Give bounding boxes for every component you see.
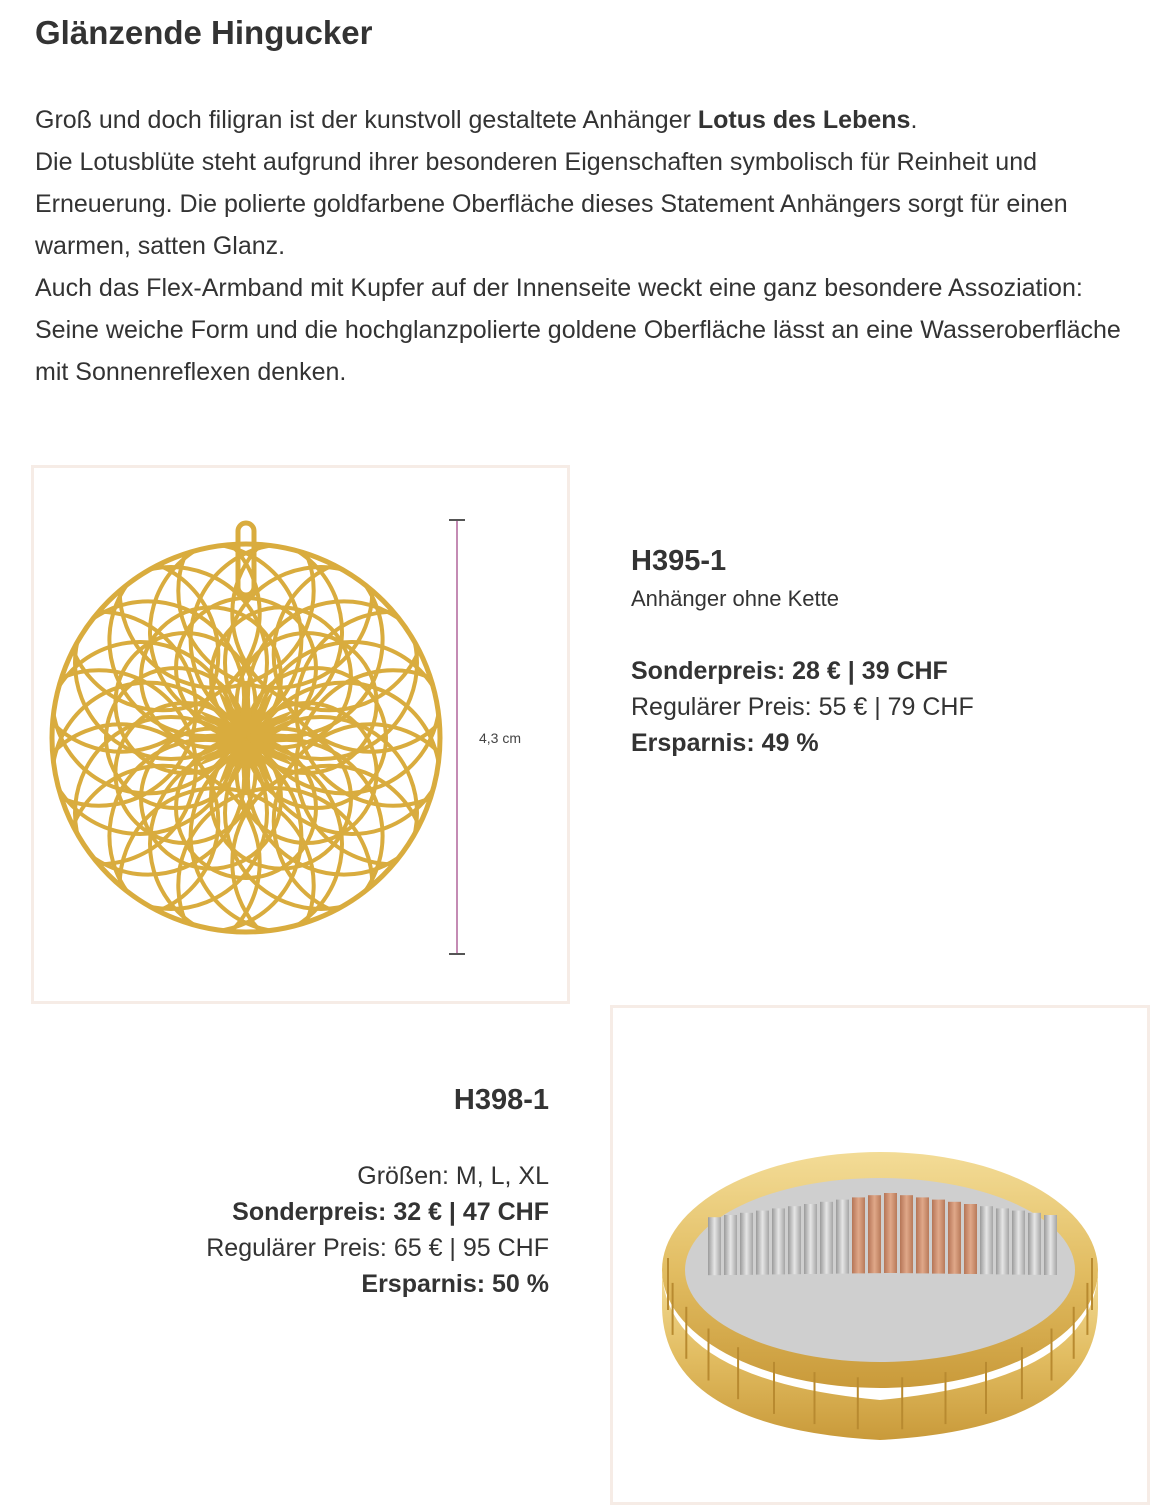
- product-2-info: [49, 1080, 549, 1302]
- intro-p1-end: .: [910, 106, 918, 134]
- bracelet-image: [613, 1008, 1147, 1502]
- dimension-label: 4,3 cm: [478, 730, 522, 746]
- intro-product-name: Lotus des Lebens: [697, 106, 911, 134]
- product-1-special-value: 28 € | 39 CHF: [785, 657, 948, 685]
- intro-paragraph-2: Die Lotusblüte steht aufgrund ihrer besonderen Eigenschaften symbolisch für Reinheit und Erneuerung. Die polierte goldfarbene Oberfläche dieses Statement Anhängers sorgt für einen warmen, satten Glanz.: [35, 148, 1068, 260]
- product-1-regular-label: Regulärer Preis:: [631, 693, 812, 721]
- copper-link: [932, 1200, 945, 1274]
- steel-link: [788, 1206, 801, 1274]
- bracelet-image-frame[interactable]: [610, 1005, 1150, 1505]
- product-2-special-price: [49, 1194, 549, 1230]
- product-1-regular-price: [631, 689, 1131, 725]
- product-2-sku: H398-1: [453, 1084, 549, 1116]
- product-2-special-value: 32 € | 47 CHF: [386, 1198, 549, 1226]
- product-2-sizes-label: Größen:: [357, 1162, 449, 1190]
- intro-paragraph-3: Auch das Flex-Armband mit Kupfer auf der Innenseite weckt eine ganz besondere Assoziation: Seine weiche Form und die hochglanzpolierte goldene Oberfläche lässt an eine Wasseroberfläche mit Sonnenreflexen denken.: [35, 274, 1121, 386]
- copper-link: [900, 1195, 913, 1273]
- product-2-sizes: [49, 1158, 549, 1194]
- product-2-savings-label: Ersparnis:: [361, 1270, 486, 1298]
- intro-text: [35, 99, 1145, 393]
- product-1-savings-label: Ersparnis:: [631, 729, 755, 757]
- steel-link: [1028, 1213, 1041, 1275]
- steel-link: [756, 1211, 769, 1275]
- product-2-regular-value: 65 € | 95 CHF: [386, 1234, 549, 1262]
- page-title: Glänzende Hingucker: [35, 14, 373, 51]
- product-2-regular-label: Regulärer Preis:: [206, 1234, 387, 1262]
- steel-link: [708, 1217, 721, 1275]
- copper-link: [868, 1195, 881, 1273]
- product-1-subtitle: Anhänger ohne Kette: [631, 586, 839, 611]
- product-2-savings-value: 50 %: [485, 1270, 549, 1298]
- copper-link: [948, 1202, 961, 1274]
- pendant-bail: [238, 523, 254, 595]
- product-1-info: [631, 541, 1131, 761]
- product-1-savings: [631, 725, 1131, 761]
- copper-link: [852, 1197, 865, 1273]
- product-1-special-price: [631, 653, 1131, 689]
- steel-link: [1012, 1211, 1025, 1275]
- steel-link: [772, 1208, 785, 1274]
- steel-link: [724, 1215, 737, 1275]
- steel-link: [996, 1208, 1009, 1274]
- product-2-special-label: Sonderpreis:: [232, 1198, 387, 1226]
- steel-link: [804, 1204, 817, 1274]
- product-2-savings: [49, 1266, 549, 1302]
- intro-paragraph-1: [35, 99, 1145, 141]
- steel-link: [980, 1206, 993, 1274]
- intro-p1-text: Groß und doch filigran ist der kunstvoll gestaltete Anhänger: [35, 106, 698, 134]
- steel-link: [1044, 1215, 1057, 1275]
- copper-link: [964, 1204, 977, 1274]
- pendant-center-star: [188, 680, 304, 796]
- product-1-regular-value: 55 € | 79 CHF: [811, 693, 974, 721]
- pendant-image: [34, 468, 567, 1001]
- pendant-image-frame[interactable]: [31, 465, 570, 1004]
- product-1-special-label: Sonderpreis:: [631, 657, 786, 685]
- steel-link: [820, 1202, 833, 1274]
- steel-link: [836, 1200, 849, 1274]
- product-2-sizes-value: M, L, XL: [448, 1162, 549, 1190]
- copper-link: [916, 1197, 929, 1273]
- product-2-regular-price: [49, 1230, 549, 1266]
- steel-link: [740, 1213, 753, 1275]
- copper-link: [884, 1193, 897, 1273]
- product-1-sku: H395-1: [631, 545, 727, 577]
- product-1-savings-value: 49 %: [754, 729, 819, 757]
